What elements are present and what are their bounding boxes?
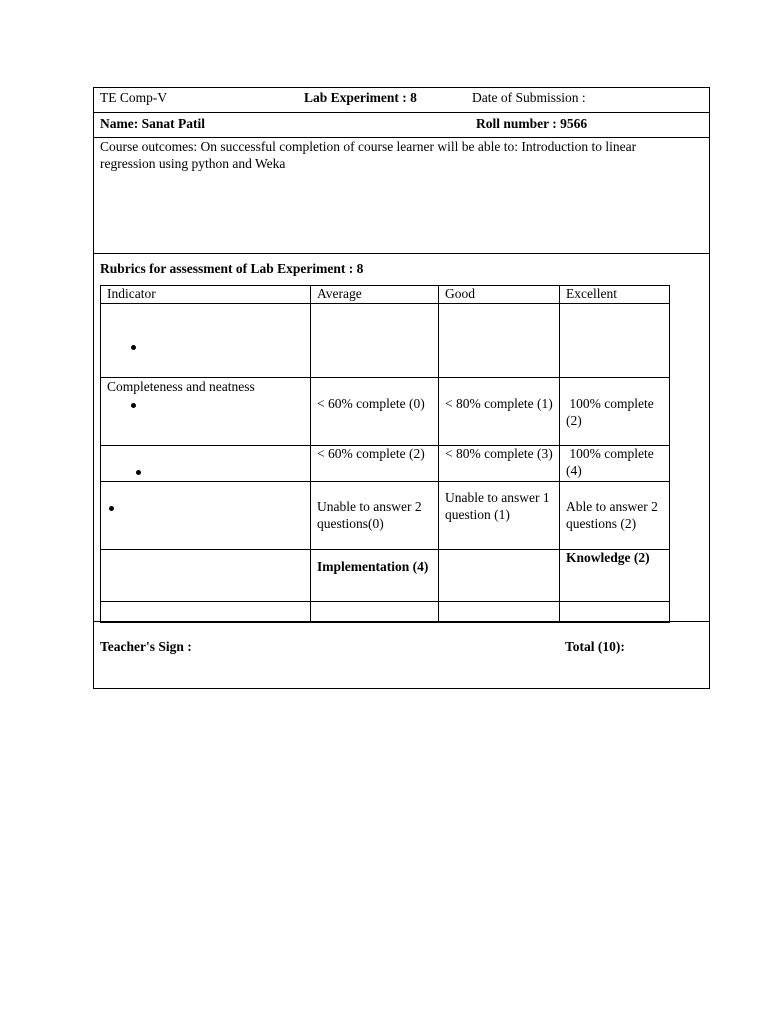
student-row xyxy=(94,113,709,138)
good-cell: < 80% complete (3) xyxy=(439,446,560,482)
average-cell: < 60% complete (0) xyxy=(311,378,439,446)
experiment-label: Lab Experiment : 8 xyxy=(304,90,417,105)
excellent-cell xyxy=(560,602,670,623)
column-header: Average xyxy=(311,286,439,304)
good-cell xyxy=(439,602,560,623)
excellent-cell xyxy=(560,304,670,378)
excellent-cell: Knowledge (2) xyxy=(560,550,670,602)
course-outcomes-row xyxy=(94,138,709,254)
table-row xyxy=(101,482,670,550)
rubrics-table xyxy=(100,285,670,623)
indicator-text: Completeness and neatness xyxy=(107,379,255,394)
class-label: TE Comp-V xyxy=(100,90,168,105)
teacher-sign-label: Teacher's Sign : xyxy=(100,639,192,654)
average-cell: < 60% complete (2) xyxy=(311,446,439,482)
excellent-cell: 100% complete (2) xyxy=(560,378,670,446)
table-row xyxy=(101,446,670,482)
average-cell xyxy=(311,602,439,623)
column-header: Good xyxy=(439,286,560,304)
student-name: Name: Sanat Patil xyxy=(100,116,205,131)
column-header: Excellent xyxy=(560,286,670,304)
excellent-cell: Able to answer 2 questions (2) xyxy=(560,482,670,550)
table-header-row xyxy=(101,286,670,304)
good-cell xyxy=(439,550,560,602)
good-cell xyxy=(439,304,560,378)
bullet-icon xyxy=(136,470,141,475)
bullet-icon xyxy=(109,506,114,511)
excellent-cell: 100% complete (4) xyxy=(560,446,670,482)
table-row xyxy=(101,304,670,378)
bullet-icon xyxy=(131,403,136,408)
rubrics-title: Rubrics for assessment of Lab Experiment : 8 xyxy=(100,261,364,276)
table-row xyxy=(101,378,670,446)
table-row xyxy=(101,602,670,623)
lab-experiment-form xyxy=(93,87,710,689)
submission-date-label: Date of Submission : xyxy=(472,90,586,105)
table-row xyxy=(101,550,670,602)
indicator-cell xyxy=(101,602,311,623)
roll-number: Roll number : 9566 xyxy=(476,116,588,131)
indicator-cell xyxy=(101,446,311,482)
average-cell: Unable to answer 2 questions(0) xyxy=(311,482,439,550)
good-cell: < 80% complete (1) xyxy=(439,378,560,446)
column-header: Indicator xyxy=(101,286,311,304)
header-row xyxy=(94,88,709,113)
bullet-icon xyxy=(131,345,136,350)
indicator-cell xyxy=(101,378,311,446)
average-cell xyxy=(311,304,439,378)
indicator-cell xyxy=(101,304,311,378)
footer-row xyxy=(94,622,709,688)
indicator-cell xyxy=(101,550,311,602)
average-cell: Implementation (4) xyxy=(311,550,439,602)
total-label: Total (10): xyxy=(565,639,625,654)
course-outcomes-text: Course outcomes: On successful completion of course learner will be able to: Introduction to linear regression using python and Weka xyxy=(100,139,637,171)
good-cell: Unable to answer 1 question (1) xyxy=(439,482,560,550)
indicator-cell xyxy=(101,482,311,550)
rubrics-section xyxy=(94,254,709,622)
